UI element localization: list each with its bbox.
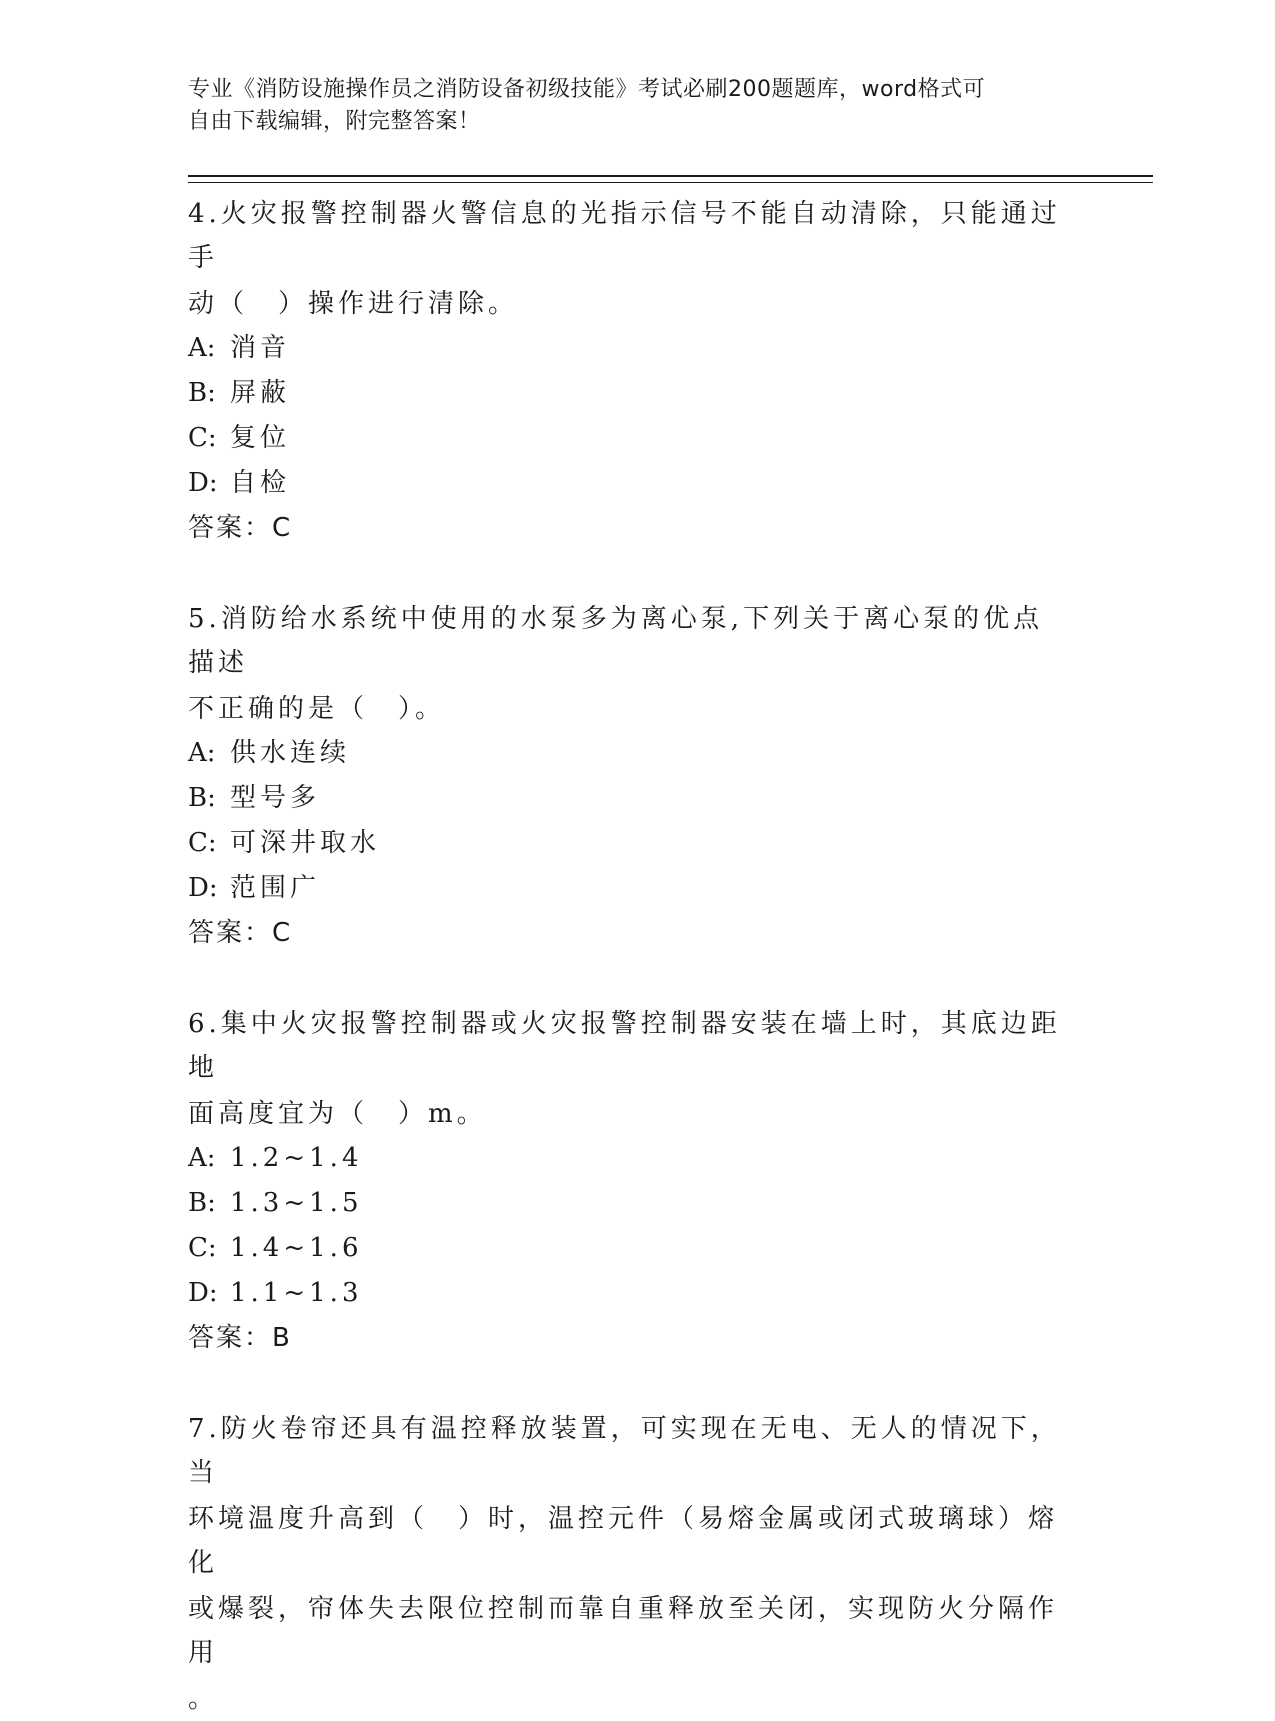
option-text: 范围广 [230, 873, 321, 903]
question-stem-line: 环境温度升高到（ ）时，温控元件（易熔金属或闭式玻璃球）熔化 [188, 1504, 1059, 1578]
option-a [188, 731, 1068, 776]
option-text: 型号多 [230, 783, 321, 813]
answer-line: 答案：C [188, 918, 293, 948]
option-label: A: [188, 1143, 216, 1173]
question-4 [188, 190, 1068, 550]
option-label: C: [188, 828, 217, 858]
option-d [188, 461, 1068, 506]
option-a [188, 1136, 1068, 1181]
spacer [188, 955, 1068, 1000]
question-5 [188, 595, 1068, 955]
answer-line: 答案：C [188, 513, 293, 543]
spacer [188, 1360, 1068, 1405]
option-c [188, 821, 1068, 866]
option-text: 供水连续 [230, 738, 351, 768]
option-text: 1.3~1.5 [230, 1188, 363, 1218]
option-text: 复位 [230, 423, 291, 453]
option-label: B: [188, 783, 216, 813]
option-a [188, 326, 1068, 371]
option-text: 消音 [230, 333, 291, 363]
option-label: B: [188, 378, 216, 408]
header-line-2: 自由下载编辑，附完整答案！ [188, 109, 481, 134]
option-label: D: [188, 873, 218, 903]
header-line-1: 专业《消防设施操作员之消防设备初级技能》考试必刷200题题库，word格式可 [188, 77, 986, 102]
question-stem-line: 7.防火卷帘还具有温控释放装置，可实现在无电、无人的情况下，当 [188, 1414, 1061, 1488]
question-list [188, 190, 1068, 1721]
question-stem-line: 。 [188, 1684, 219, 1714]
option-label: C: [188, 1233, 217, 1263]
option-text: 可深井取水 [230, 828, 381, 858]
option-c [188, 416, 1068, 461]
question-stem-line: 4.火灾报警控制器火警信息的光指示信号不能自动清除，只能通过手 [188, 199, 1061, 273]
question-7 [188, 1405, 1068, 1721]
spacer [188, 550, 1068, 595]
question-stem-line: 5.消防给水系统中使用的水泵多为离心泵,下列关于离心泵的优点描述 [188, 604, 1044, 678]
header-rule-thick [188, 175, 1153, 177]
option-text: 1.4~1.6 [230, 1233, 363, 1263]
question-stem-line: 6.集中火灾报警控制器或火灾报警控制器安装在墙上时，其底边距地 [188, 1009, 1061, 1083]
option-label: B: [188, 1188, 216, 1218]
option-label: D: [188, 1278, 218, 1308]
option-d [188, 866, 1068, 911]
option-b [188, 1181, 1068, 1226]
option-text: 自检 [230, 468, 291, 498]
question-6 [188, 1000, 1068, 1360]
option-c [188, 1226, 1068, 1271]
option-label: D: [188, 468, 218, 498]
question-stem-line: 不正确的是（ ）。 [188, 694, 446, 724]
option-b [188, 371, 1068, 416]
option-label: A: [188, 738, 216, 768]
answer-line: 答案：B [188, 1323, 292, 1353]
question-stem-line: 动（ ）操作进行清除。 [188, 289, 519, 319]
option-d [188, 1271, 1068, 1316]
question-stem-line: 或爆裂，帘体失去限位控制而靠自重释放至关闭，实现防火分隔作用 [188, 1594, 1059, 1668]
header-rule-thin [188, 182, 1153, 183]
question-stem-line: 面高度宜为（ ）m。 [188, 1099, 487, 1129]
option-text: 1.2~1.4 [230, 1143, 363, 1173]
option-text: 屏蔽 [230, 378, 291, 408]
option-text: 1.1~1.3 [230, 1278, 363, 1308]
option-label: C: [188, 423, 217, 453]
option-b [188, 776, 1068, 821]
document-header [188, 74, 1068, 138]
option-label: A: [188, 333, 216, 363]
